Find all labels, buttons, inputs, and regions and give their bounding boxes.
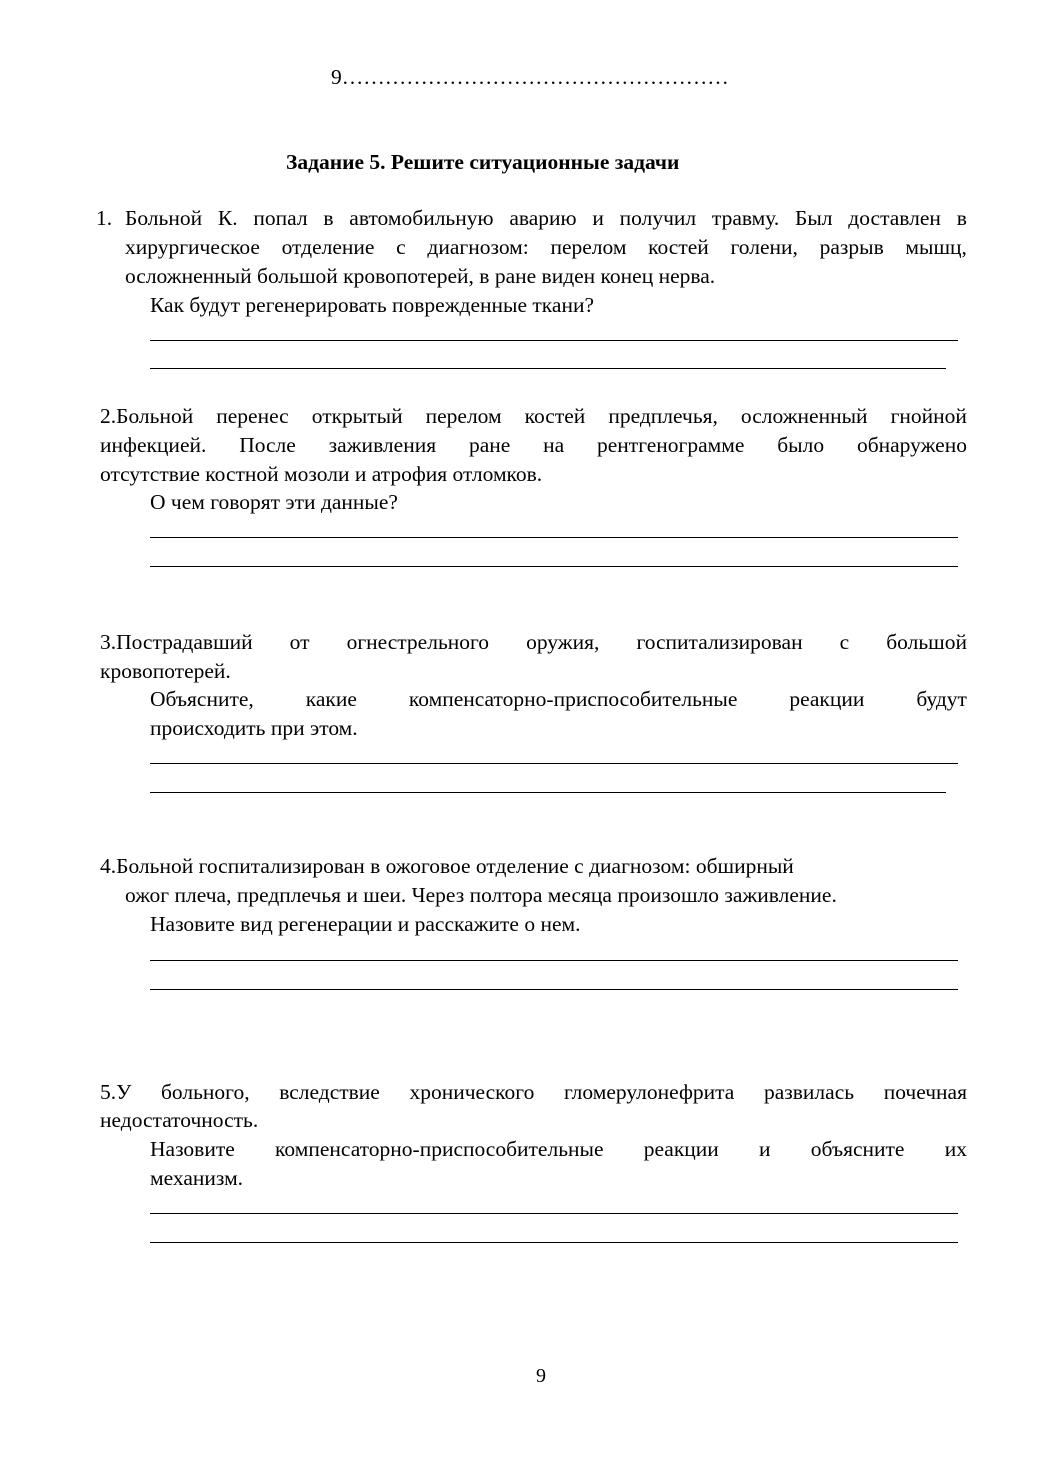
task1-number: 1. [96, 206, 113, 230]
answer-line[interactable] [150, 1242, 958, 1243]
answer-line[interactable] [150, 960, 958, 961]
task2-line3: отсутствие костной мозоли и атрофия отломков. [100, 462, 543, 486]
section-heading: Задание 5. Решите ситуационные задачи [286, 150, 680, 174]
task1-line1: Больной К. попал в автомобильную аварию и получил травму. Был доставлен в [125, 206, 967, 230]
answer-line[interactable] [150, 368, 946, 369]
task3-question-line2: происходить при этом. [150, 716, 358, 740]
task5-question-line1: Назовите компенсаторно-приспособительные реакции и объясните их [150, 1137, 967, 1161]
task5-question-line2: механизм. [150, 1166, 244, 1190]
answer-line[interactable] [150, 792, 946, 793]
task2-line1: 2.Больной перенес открытый перелом костей предплечья, осложненный гнойной [100, 404, 967, 428]
answer-line[interactable] [150, 340, 958, 341]
answer-line[interactable] [150, 989, 958, 990]
task4-line1: 4.Больной госпитализирован в ожоговое отделение с диагнозом: обширный [100, 854, 794, 878]
answer-line[interactable] [150, 1213, 958, 1214]
task1-question: Как будут регенерировать поврежденные ткани? [150, 293, 595, 317]
answer-line[interactable] [150, 763, 958, 764]
task5-line1: 5.У больного, вследствие хронического гломерулонефрита развилась почечная [100, 1080, 967, 1104]
task2-line2: инфекцией. После заживления ране на рентгенограмме было обнаружено [100, 433, 967, 457]
task1-line3: осложненный большой кровопотерей, в ране виден конец нерва. [125, 264, 716, 288]
task1-line2: хирургическое отделение с диагнозом: перелом костей голени, разрыв мышц, [125, 235, 967, 259]
page-number: 9 [536, 1365, 546, 1387]
task5-line2: недостаточность. [100, 1108, 259, 1132]
task3-line1: 3.Пострадавший от огнестрельного оружия, госпитализирован с большой [100, 630, 967, 654]
top-dotted-line: 9……………………………………………… [331, 65, 729, 89]
answer-line[interactable] [150, 566, 958, 567]
task3-question-line1: Объясните, какие компенсаторно-приспособительные реакции будут [150, 687, 967, 711]
answer-line[interactable] [150, 537, 958, 538]
task3-line2: кровопотерей. [100, 659, 231, 683]
task4-line2: ожог плеча, предплечья и шеи. Через полтора месяца произошло заживление. [125, 883, 837, 907]
task2-question: О чем говорят эти данные? [150, 490, 398, 514]
task4-question: Назовите вид регенерации и расскажите о нем. [150, 912, 581, 936]
